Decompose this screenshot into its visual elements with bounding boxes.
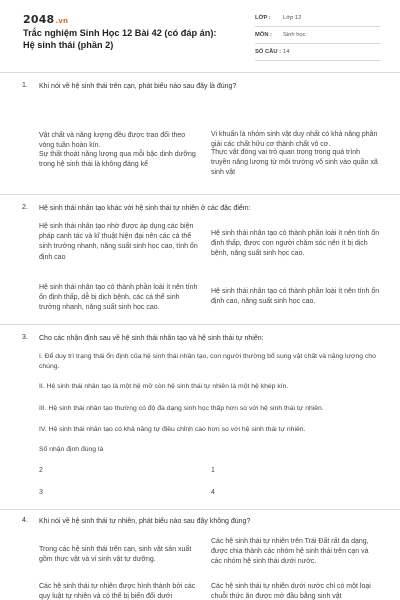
divider — [0, 509, 400, 510]
page-title: Trắc nghiệm Sinh Học 12 Bài 42 (có đáp án): Hệ sinh thái (phần 2) — [23, 28, 217, 50]
answer-option-a[interactable]: 2 — [39, 467, 43, 474]
logo-suffix: .vn — [55, 17, 69, 25]
meta-value: Sinh học — [283, 32, 306, 38]
question-number: 1. — [22, 82, 28, 89]
meta-info-table — [255, 10, 380, 61]
answer-option-b[interactable]: Các hệ sinh thái tự nhiên trên Trái Đất rất đa dạng, được chia thành các nhóm hệ sinh thái trên cạn và các nhóm hệ sinh thái dưới nước. — [211, 538, 369, 566]
statement-prompt: Số nhận định đúng là — [39, 446, 104, 453]
statement: IV. Hệ sinh thái nhân tạo có khả năng tự điều chỉnh cao hơn so với hệ sinh thái tự nhiên. — [39, 426, 306, 433]
answer-option-a[interactable]: Vật chất và năng lượng đều được trao đổi theo vòng tuần hoàn kín. — [39, 132, 186, 150]
answer-option-b[interactable]: 1 — [211, 467, 215, 474]
divider — [0, 194, 400, 195]
document-header — [0, 0, 400, 70]
question-number: 4. — [22, 517, 28, 524]
meta-row-subject — [255, 27, 380, 44]
meta-label: LỚP : — [255, 15, 271, 21]
statement: III. Hệ sinh thái nhân tạo thường có độ đa dạng sinh học thấp hơn so với hệ sinh thái tự nhiên. — [39, 405, 324, 412]
answer-option-c[interactable]: Sự thất thoát năng lượng qua mỗi bậc dinh dưỡng trong hệ sinh thái là không đáng kể — [39, 151, 196, 169]
answer-option-b[interactable]: Vi khuẩn là nhóm sinh vật duy nhất có khả năng phân giải các chất hữu cơ thành chất vô cơ. — [211, 131, 378, 149]
divider — [0, 72, 400, 73]
answer-option-d[interactable]: Các hệ sinh thái tự nhiên dưới nước chỉ có một loại chuỗi thức ăn được mở đầu bằng sinh vật — [211, 583, 371, 600]
logo-main: 2048 — [23, 13, 55, 26]
answer-option-d[interactable]: Hệ sinh thái nhân tạo có thành phần loài ít nên tính ổn định cao, năng suất sinh học cao. — [211, 288, 380, 306]
answer-option-c[interactable]: Hệ sinh thái nhân tạo có thành phần loài ít nên tính ổn định thấp, dễ bị dịch bệnh, các cá thể sinh trưởng nhanh, năng suất sinh học cao. — [39, 284, 198, 312]
meta-row-question-count — [255, 44, 380, 61]
statement: II. Hệ sinh thái nhân tạo là một hệ mở còn hệ sinh thái tự nhiên là một hệ khép kín. — [39, 383, 289, 390]
statement: I. Để duy trì trạng thái ổn định của hệ sinh thái nhân tạo, con người thường bổ sung vật chất và năng lượng cho chúng. — [39, 353, 376, 371]
answer-option-d[interactable]: 4 — [211, 489, 215, 496]
answer-option-c[interactable]: 3 — [39, 489, 43, 496]
meta-label: MÔN : — [255, 32, 273, 38]
divider — [0, 324, 400, 325]
question-text: Cho các nhận định sau về hệ sinh thái nhân tạo và hệ sinh thái tự nhiên: — [39, 335, 264, 342]
answer-option-a[interactable]: Trong các hệ sinh thái trên cạn, sinh vật sản xuất gồm thực vật và vi sinh vật tự dưỡng. — [39, 546, 192, 564]
meta-label: SỐ CÂU : — [255, 49, 282, 55]
meta-row-grade — [255, 10, 380, 27]
answer-option-c[interactable]: Các hệ sinh thái tự nhiên được hình thành bởi các quy luật tự nhiên và có thể bị biến đổi dưới — [39, 583, 196, 600]
site-logo[interactable] — [23, 13, 68, 26]
question-text: Khi nói về hệ sinh thái trên cạn, phát biểu nào sau đây là đúng? — [39, 83, 237, 90]
meta-value: 14 — [283, 49, 290, 55]
question-text: Khi nói về hệ sinh thái tự nhiên, phát biểu nào sau đây không đúng? — [39, 518, 251, 525]
meta-value: Lớp 12 — [283, 15, 302, 21]
question-text: Hệ sinh thái nhân tạo khác với hệ sinh thái tự nhiên ở các đặc điểm: — [39, 205, 251, 212]
answer-option-b[interactable]: Hệ sinh thái nhân tạo có thành phần loài ít nên tính ổn định thấp, được con người chăm sóc nên ít bị dịch bệnh, năng suất sinh học cao. — [211, 230, 380, 258]
answer-option-a[interactable]: Hệ sinh thái nhân tạo nhờ được áp dụng các biện pháp canh tác và kĩ thuật hiện đại nên các cá thể sinh trưởng nhanh, năng suất sinh học cao, tính ổn định cao — [39, 223, 198, 261]
question-number: 3. — [22, 334, 28, 341]
answer-option-d[interactable]: Thực vật đóng vai trò quan trọng trong quá trình truyền năng lượng từ môi trường vô sinh vào quần xã sinh vật — [211, 149, 378, 177]
question-number: 2. — [22, 204, 28, 211]
